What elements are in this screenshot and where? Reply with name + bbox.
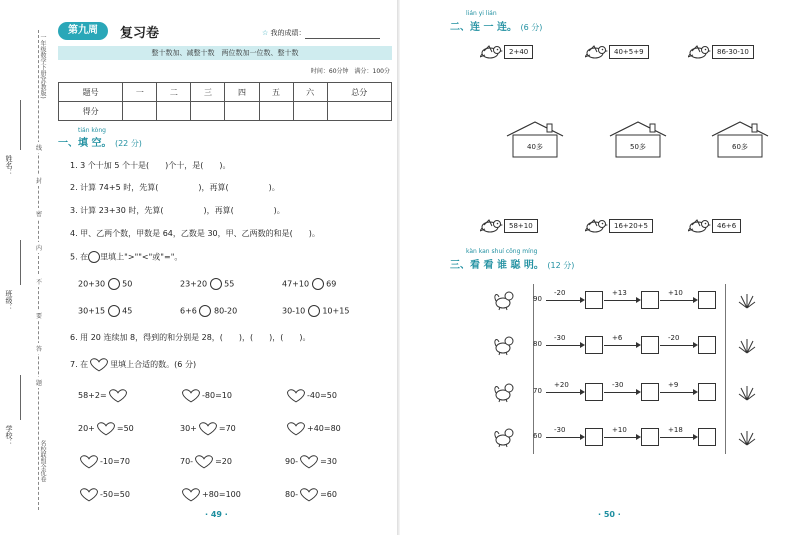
question-7-text: 里填上合适的数。(6 分) — [110, 360, 197, 369]
side-char: 密 — [36, 208, 42, 219]
question-7 — [70, 357, 196, 372]
operation-label: +9 — [668, 381, 679, 389]
score-label-text: 我的成绩： — [270, 29, 306, 37]
class-label: 班级： — [5, 290, 13, 311]
bird-card[interactable] — [688, 218, 741, 234]
operation-label: +10 — [668, 289, 683, 297]
heart-equation — [78, 421, 134, 436]
question-7-prefix: 7. 在 — [70, 360, 89, 369]
heart-icon — [88, 357, 110, 372]
bird-card[interactable] — [480, 218, 538, 234]
equation-prefix: 80- — [285, 490, 299, 499]
score-cell[interactable] — [327, 102, 391, 121]
grade-label: 一年级数学下册(苏教版) — [39, 34, 46, 99]
equation-prefix: 90- — [285, 457, 299, 466]
expression-box: 2+40 — [504, 45, 533, 59]
heart-icon[interactable] — [197, 421, 219, 436]
compare-item — [282, 305, 349, 317]
start-number: 90 — [533, 295, 542, 303]
heart-equation — [285, 388, 337, 403]
equation-prefix: 20+ — [78, 424, 95, 433]
section2-title-text: 二、连 一 连。 — [450, 22, 517, 33]
operation-label: -30 — [612, 381, 624, 389]
heart-equation — [180, 388, 232, 403]
section3-points: (12 分) — [547, 261, 575, 270]
page-title: 复习卷 — [120, 26, 160, 41]
compare-right: 45 — [122, 306, 133, 316]
operation-label: +20 — [554, 381, 569, 389]
operation-label: +10 — [612, 426, 627, 434]
equation-suffix: +40=80 — [307, 424, 341, 433]
expression-box: 86-30-10 — [712, 45, 754, 59]
compare-circle[interactable] — [108, 305, 120, 317]
table-header-cell: 六 — [293, 83, 327, 102]
side-char: 题 — [36, 377, 42, 388]
answer-box[interactable] — [641, 383, 659, 401]
arrow-line — [660, 437, 693, 438]
heart-equation — [285, 421, 341, 436]
bird-card[interactable] — [688, 44, 754, 60]
compare-left: 30+15 — [78, 306, 106, 316]
school-label: 学校： — [5, 425, 13, 446]
heart-icon[interactable] — [180, 487, 202, 502]
equation-suffix: -40=50 — [307, 391, 337, 400]
arrow-line — [660, 392, 693, 393]
table-header-cell: 一 — [123, 83, 157, 102]
name-label: 姓名： — [5, 155, 13, 176]
compare-circle[interactable] — [199, 305, 211, 317]
star-icon: ☆ — [262, 29, 269, 37]
answer-box[interactable] — [698, 291, 716, 309]
table-header-cell: 总分 — [327, 83, 391, 102]
grass-icon — [738, 336, 756, 354]
equation-prefix: 30+ — [180, 424, 197, 433]
section3-title-text: 三、看 看 谁 聪 明。 — [450, 260, 544, 271]
arrow-line — [660, 300, 693, 301]
arrow-line — [604, 392, 636, 393]
equation-suffix: =20 — [215, 457, 232, 466]
compare-circle[interactable] — [308, 305, 320, 317]
heart-equation — [180, 487, 241, 502]
expression-box: 58+10 — [504, 219, 538, 233]
heart-icon[interactable] — [78, 454, 100, 469]
grass-icon — [738, 383, 756, 401]
operation-label: +6 — [612, 334, 623, 342]
arrow-line — [546, 437, 580, 438]
name-line — [20, 100, 21, 150]
heart-icon[interactable] — [285, 421, 307, 436]
question-3: 3. 计算 23+30 时，先算( )，再算( )。 — [70, 206, 285, 215]
operation-label: -30 — [554, 426, 566, 434]
equation-prefix: 58+2= — [78, 391, 107, 400]
question-5 — [70, 251, 182, 263]
answer-box[interactable] — [641, 336, 659, 354]
heart-equation — [78, 454, 130, 469]
compare-item — [180, 278, 234, 290]
arrow-line — [604, 345, 636, 346]
bird-card[interactable] — [585, 218, 653, 234]
answer-box[interactable] — [585, 336, 603, 354]
compare-item — [78, 305, 132, 317]
grass-icon — [738, 428, 756, 446]
compare-left: 20+30 — [78, 279, 106, 289]
dog-icon — [493, 426, 515, 448]
arrow-line — [604, 437, 636, 438]
compare-left: 30-10 — [282, 306, 306, 316]
compare-right: 10+15 — [322, 306, 350, 316]
answer-box[interactable] — [698, 383, 716, 401]
expression-box: 40+5+9 — [609, 45, 649, 59]
compare-right: 55 — [224, 279, 235, 289]
answer-box[interactable] — [641, 291, 659, 309]
score-cell[interactable] — [293, 102, 327, 121]
equation-suffix: =50 — [116, 424, 134, 433]
compare-right: 80-20 — [213, 306, 238, 316]
score-line — [305, 38, 380, 39]
circle-icon — [88, 251, 100, 263]
house-label: 50多 — [630, 143, 646, 151]
grass-icon — [738, 291, 756, 309]
answer-box[interactable] — [698, 336, 716, 354]
time-info: 时间：60分钟 满分：100分 — [310, 68, 390, 75]
start-number: 80 — [533, 340, 542, 348]
answer-box[interactable] — [585, 291, 603, 309]
heart-equation — [78, 487, 130, 502]
equation-suffix: -10=70 — [100, 457, 130, 466]
divider-line — [533, 284, 534, 454]
score-table — [58, 82, 392, 121]
table-header-cell: 三 — [191, 83, 225, 102]
topic-bar: 整十数加、减整十数 两位数加一位数、整十数 — [58, 46, 392, 60]
section1-pinyin: tián kòng — [78, 127, 106, 134]
bird-icon — [688, 44, 712, 60]
arrow-line — [546, 392, 580, 393]
section2-pinyin: lián yi lián — [466, 10, 497, 17]
start-number: 70 — [533, 387, 542, 395]
heart-equation — [285, 454, 337, 469]
score-cell[interactable] — [123, 102, 157, 121]
house-label: 60多 — [732, 143, 748, 151]
side-char: 内 — [36, 242, 42, 253]
section2-points: (6 分) — [520, 23, 543, 32]
score-cell[interactable] — [157, 102, 191, 121]
table-row-label: 得分 — [59, 102, 123, 121]
binding-margin — [0, 0, 48, 535]
operation-label: +13 — [612, 289, 627, 297]
equation-suffix: -50=50 — [100, 490, 130, 499]
table-header-cell: 二 — [157, 83, 191, 102]
score-cell[interactable] — [259, 102, 293, 121]
table-header-cell: 五 — [259, 83, 293, 102]
operation-label: -30 — [554, 334, 566, 342]
question-5-text: 里填上">""<"或"="。 — [100, 252, 183, 262]
section3-title — [450, 256, 574, 271]
heart-icon[interactable] — [285, 388, 307, 403]
arrow-line — [604, 300, 636, 301]
heart-icon[interactable] — [298, 454, 320, 469]
bird-card[interactable] — [480, 44, 533, 60]
table-header-cell: 四 — [225, 83, 259, 102]
table-header-cell: 题号 — [59, 83, 123, 102]
arrow-line — [660, 345, 693, 346]
bird-icon — [480, 44, 504, 60]
heart-icon[interactable] — [107, 388, 129, 403]
question-6: 6. 用 20 连续加 8，得到的和分别是 28，( )，( )，( )。 — [70, 333, 311, 342]
score-cell[interactable] — [225, 102, 259, 121]
bird-icon — [480, 218, 504, 234]
question-2: 2. 计算 74+5 时，先算( )，再算( )。 — [70, 183, 280, 192]
page-number-right: · 50 · — [598, 510, 621, 519]
school-note: 名校联盟全优卷 — [39, 440, 46, 482]
compare-item — [282, 278, 336, 290]
side-char: 封 — [36, 175, 42, 186]
answer-box[interactable] — [698, 428, 716, 446]
house-icon[interactable] — [608, 120, 668, 160]
section1-points: (22 分) — [114, 139, 142, 148]
answer-box[interactable] — [585, 383, 603, 401]
section1-title — [58, 134, 142, 149]
answer-box[interactable] — [585, 428, 603, 446]
expression-box: 16+20+5 — [609, 219, 653, 233]
equation-suffix: -80=10 — [202, 391, 232, 400]
bird-icon — [688, 218, 712, 234]
bird-card[interactable] — [585, 44, 649, 60]
house-icon[interactable] — [505, 120, 565, 160]
squirrel-icon — [493, 289, 515, 311]
horse-icon — [493, 334, 515, 356]
heart-icon[interactable] — [298, 487, 320, 502]
section2-title — [450, 18, 542, 33]
compare-item — [78, 278, 132, 290]
equation-suffix: +80=100 — [202, 490, 241, 499]
school-line — [20, 375, 21, 420]
heart-equation — [285, 487, 337, 502]
operation-label: -20 — [554, 289, 566, 297]
operation-label: +18 — [668, 426, 683, 434]
week-badge: 第九周 — [58, 22, 108, 40]
side-char: 不 — [36, 276, 42, 287]
heart-icon[interactable] — [95, 421, 117, 436]
cut-line — [38, 30, 39, 510]
arrow-line — [546, 345, 580, 346]
compare-left: 6+6 — [180, 306, 197, 316]
compare-right: 50 — [122, 279, 133, 289]
bird-icon — [585, 218, 609, 234]
compare-item — [180, 305, 237, 317]
heart-equation — [78, 388, 129, 403]
start-number: 60 — [533, 432, 542, 440]
arrow-line — [546, 300, 580, 301]
compare-circle[interactable] — [108, 278, 120, 290]
heart-equation — [180, 421, 236, 436]
question-5-prefix: 5. 在 — [70, 252, 89, 262]
expression-box: 46+6 — [712, 219, 741, 233]
operation-label: -20 — [668, 334, 680, 342]
compare-left: 23+20 — [180, 279, 208, 289]
side-char: 要 — [36, 310, 42, 321]
answer-box[interactable] — [641, 428, 659, 446]
compare-right: 69 — [326, 279, 337, 289]
equation-suffix: =30 — [320, 457, 337, 466]
side-char: 线 — [36, 142, 42, 153]
section3-pinyin: kàn kan shuí cōng míng — [466, 248, 538, 255]
page-number-left: · 49 · — [205, 510, 228, 519]
equation-suffix: =60 — [320, 490, 337, 499]
section1-title-text: 一、填 空。 — [58, 138, 112, 149]
score-label — [262, 28, 306, 38]
compare-left: 47+10 — [282, 279, 310, 289]
heart-icon[interactable] — [78, 487, 100, 502]
divider-line — [725, 284, 726, 454]
deer-icon — [493, 381, 515, 403]
heart-icon[interactable] — [193, 454, 215, 469]
question-4: 4. 甲、乙两个数，甲数是 64，乙数是 30，甲、乙两数的和是( )。 — [70, 229, 320, 238]
class-line — [20, 240, 21, 285]
equation-prefix: 70- — [180, 457, 194, 466]
equation-suffix: =70 — [218, 424, 236, 433]
score-cell[interactable] — [191, 102, 225, 121]
question-1: 1. 3 个十加 5 个十是( )个十，是( )。 — [70, 161, 231, 170]
bird-icon — [585, 44, 609, 60]
house-label: 40多 — [527, 143, 543, 151]
side-char: 答 — [36, 343, 42, 354]
heart-equation — [180, 454, 232, 469]
compare-circle[interactable] — [210, 278, 222, 290]
compare-circle[interactable] — [312, 278, 324, 290]
heart-icon[interactable] — [180, 388, 202, 403]
house-icon[interactable] — [710, 120, 770, 160]
